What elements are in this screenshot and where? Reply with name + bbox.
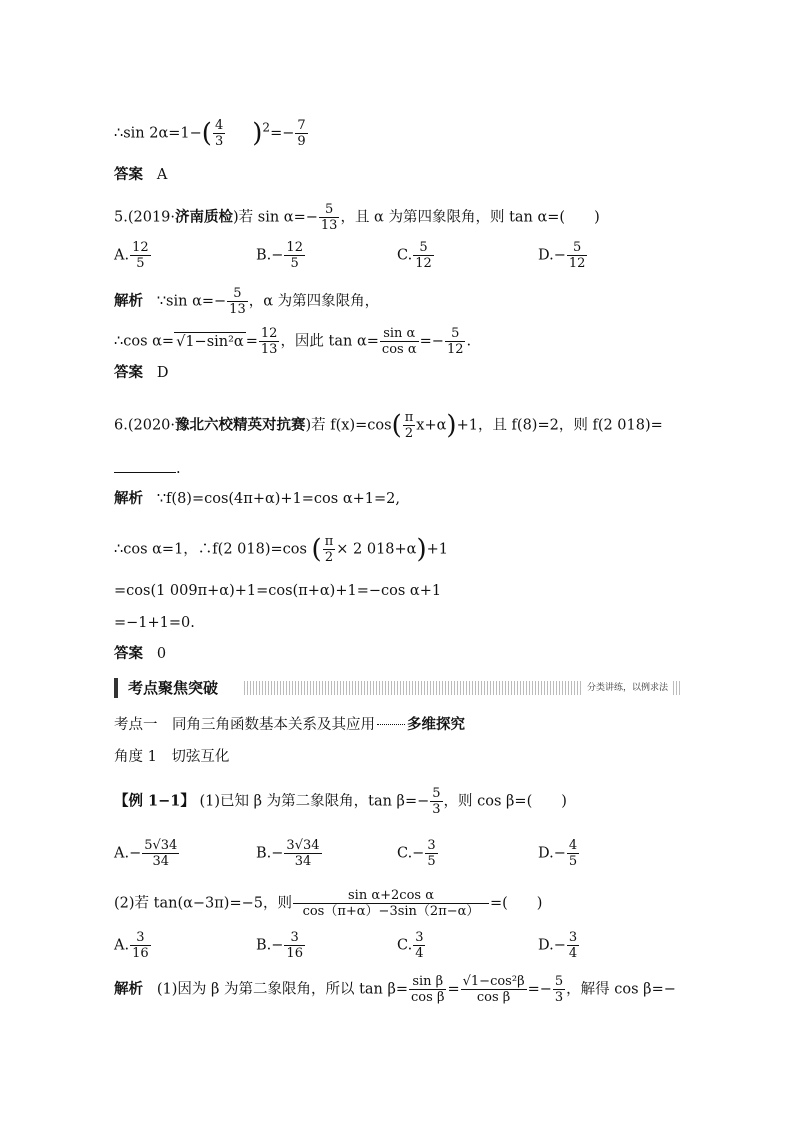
- question-5: [114, 202, 600, 233]
- example-label: 【例 1−1】: [114, 792, 195, 810]
- text: ，且 α 为第四象限角，则 tan α=( ): [340, 209, 600, 226]
- paren: ): [252, 118, 263, 149]
- question-source: 豫北六校精英对抗赛: [175, 416, 306, 434]
- topic-heading: 考点一 同角三角函数基本关系及其应用 多维探究: [114, 716, 465, 733]
- answer-line-1: [114, 166, 167, 184]
- text: =−: [270, 125, 295, 142]
- answer-value: A: [156, 167, 168, 183]
- sqrt: √1−sin²α: [176, 333, 244, 350]
- answer-blank: .: [114, 458, 181, 478]
- analysis-label: 解析: [114, 980, 143, 998]
- answer-label: 答案: [114, 166, 143, 183]
- option-a: A.− $\frac{5√34}{34}$: [114, 838, 178, 869]
- answer-label: 答案: [114, 364, 143, 381]
- formula-line-sin2a: [114, 118, 309, 149]
- paren: (: [201, 118, 212, 149]
- option-d: D.− $\frac{3}{4}$: [538, 930, 578, 961]
- example-1-1-part-1: 【例 1−1】 (1)已知 β 为第二象限角，tan β=− $\frac{5}{3}$ ，则 cos β=( ): [114, 786, 567, 817]
- question-source: 济南质检: [175, 208, 234, 226]
- fraction: $\frac{5}{13}$: [320, 202, 338, 233]
- section-banner: [114, 678, 680, 698]
- option-d: D.− $\frac{4}{5}$: [538, 838, 578, 869]
- option-b: B.− $\frac{3}{16}$: [256, 930, 303, 961]
- angle-heading: 角度 1 切弦互化: [114, 749, 230, 765]
- question-6: 6.(2020·豫北六校精英对抗赛)若 f(x)=cos( $\frac{\pi}{2}$ x+α)+1，且 f(8)=2，则 f(2 018)=: [114, 410, 663, 441]
- analysis-5-line-1: 解析 ∵sin α=− $\frac{5}{13}$ ，α 为第四象限角，: [114, 286, 380, 317]
- answer-value: D: [156, 365, 169, 381]
- exponent: 2: [262, 120, 271, 135]
- text: )若 sin α=−: [233, 209, 318, 226]
- answer-value: 0: [156, 646, 167, 662]
- text: ∴sin 2α=1−: [114, 125, 202, 142]
- answer-line-2: [114, 364, 168, 382]
- option-b: B.− $\frac{3√34}{34}$: [256, 838, 320, 869]
- banner-tag: 分类讲练，以例求法: [583, 681, 672, 695]
- analysis-6-line-3: =cos(1 009π+α)+1=cos(π+α)+1=−cos α+1: [114, 583, 442, 599]
- example-1-1-part-2: (2)若 tan(α−3π)=−5，则 $\frac{\text{sin α+2cos α}}{\cos(\pi+\alpha)-3\sin(2\pi-\alpha)}$ =( ): [114, 888, 543, 919]
- fraction: $\frac{4}{3}$: [214, 118, 224, 149]
- analysis-5-line-2: ∴cos α= √1−sin²α = $\frac{12}{13}$ ，因此 tan α= $\frac{\text{sin α}}{\text{cos α}}$ =− $\frac{5}{12}$ .: [114, 326, 472, 357]
- analysis-6-line-4: =−1+1=0.: [114, 615, 195, 631]
- option-c: C.− $\frac{3}{5}$: [397, 838, 436, 869]
- option-c: C. $\frac{3}{4}$: [397, 930, 424, 961]
- option-d: D.− $\frac{5}{12}$: [538, 240, 586, 271]
- banner-title: 考点聚焦突破: [114, 678, 224, 698]
- analysis-6-line-2: ∴cos α=1，∴f(2 018)=cos ( $\frac{\pi}{2}$ × 2 018+α)+1: [114, 534, 448, 565]
- answer-label: 答案: [114, 645, 143, 662]
- option-b: B.− $\frac{12}{5}$: [256, 240, 303, 271]
- text: 5.(2019·: [114, 209, 176, 226]
- option-c: C. $\frac{5}{12}$: [397, 240, 432, 271]
- analysis-6-line-1: 解析 ∵f(8)=cos(4π+α)+1=cos α+1=2,: [114, 490, 400, 507]
- answer-line-3: [114, 645, 166, 663]
- example-analysis-line: 解析 (1)因为 β 为第二象限角，所以 tan β= $\frac{\text{sin β}}{\text{cos β}}$ = $\frac{\text{√1−cos²β}}{\text{cos β}}$ =− $\frac{5}{3}$ ，解得 cos β=−: [114, 974, 676, 1005]
- fraction: $\frac{7}{9}$: [297, 118, 306, 149]
- analysis-label: 解析: [114, 292, 143, 310]
- analysis-label: 解析: [114, 490, 143, 507]
- option-a: A. $\frac{3}{16}$: [114, 930, 149, 961]
- option-a: A. $\frac{12}{5}$: [114, 240, 149, 271]
